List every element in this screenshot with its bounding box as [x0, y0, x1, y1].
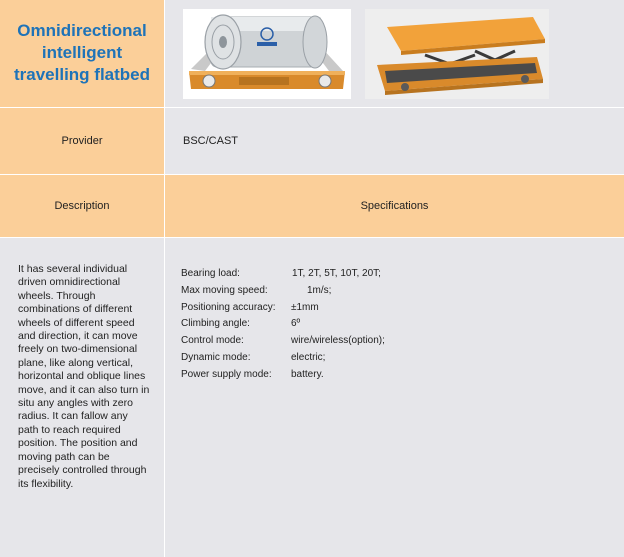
spec-label: Climbing angle: [181, 318, 250, 330]
spec-value: electric; [291, 351, 326, 363]
flatbed-lift-illustration [365, 9, 549, 99]
spec-value: ±1mm [291, 301, 319, 313]
spec-label: Power supply mode: [181, 368, 272, 380]
spec-label: Max moving speed: [181, 284, 268, 296]
provider-value: BSC/CAST [183, 135, 239, 147]
description-cell [0, 238, 164, 557]
spec-value: 1T, 2T, 5T, 10T, 20T; [292, 268, 381, 279]
provider-label-cell [0, 108, 164, 174]
image-cell [165, 0, 624, 107]
section-header-row [0, 175, 624, 237]
specifications-header-cell [165, 175, 624, 237]
spec-label: Control mode: [181, 335, 244, 347]
spec-value: wire/wireless(option); [291, 335, 385, 347]
description-header-cell [0, 175, 164, 237]
spec-value: 6º [291, 318, 301, 330]
title-cell [0, 0, 164, 107]
provider-label: Provider [61, 135, 103, 147]
spec-label: Dynamic mode: [181, 351, 251, 363]
product-title: Omnidirectional intelligent travelling flatbed [13, 21, 151, 84]
flatbed-cylinder-image [183, 9, 351, 99]
description-header: Description [54, 200, 110, 212]
provider-row [0, 108, 624, 174]
content-row [0, 238, 624, 557]
flatbed-lift-image [365, 9, 549, 99]
description-text: It has several individual driven omnidirectional wheels. Through combinations of different wheels of different speed and direction, it can move freely on two-dimensional plane, like along vertical, horizontal and oblique lines move, and it can also turn in situ any angles with zero radius. It can fallow any path to reach required position. The position and moving path can be precisely controlled through its flexibility. [18, 263, 150, 490]
provider-value-cell [165, 108, 624, 174]
spec-value: battery. [291, 368, 324, 380]
flatbed-cylinder-illustration [183, 9, 351, 99]
spec-value: 1m/s; [307, 284, 332, 296]
title-row [0, 0, 624, 107]
spec-label: Bearing load: [181, 268, 240, 279]
specifications-header: Specifications [360, 200, 429, 212]
specifications-cell [165, 238, 624, 557]
spec-label: Positioning accuracy: [181, 301, 276, 313]
